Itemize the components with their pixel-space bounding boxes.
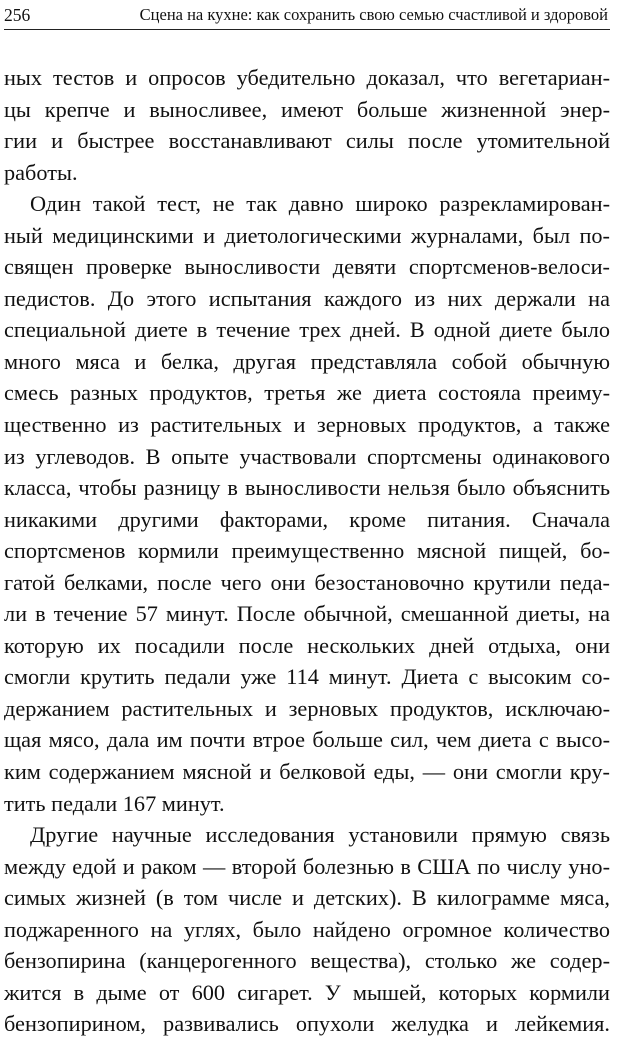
text-line: никакими другими факторами, кроме питания. Сначала: [4, 506, 610, 532]
running-title: Сцена на кухне: как сохранить свою семью счастливой и здоровой: [139, 5, 608, 24]
text-line: поджаренного на углях, было найдено огромное количество: [4, 916, 610, 942]
text-line: держанием растительных и зерновых продуктов, исключаю-: [4, 695, 610, 721]
text-line: священ проверке выносливости девяти спортсменов-велоси-: [4, 254, 610, 280]
text-line: специальной диете в течение трех дней. В одной диете было: [4, 317, 610, 343]
text-line: щая мясо, дала им почти втрое больше сил, чем диета с высо-: [4, 727, 610, 753]
text-line: смесь разных продуктов, третья же диета состояла преиму-: [4, 380, 610, 406]
text-line: жится в дыме от 600 сигарет. У мышей, которых кормили: [4, 979, 610, 1005]
text-line: Другие научные исследования установили прямую связь: [30, 822, 610, 848]
text-line: ных тестов и опросов убедительно доказал, что вегетариан-: [4, 65, 610, 90]
body-text: [4, 62, 610, 1040]
text-line: из углеводов. В опыте участвовали спортсмены одинакового: [4, 443, 610, 469]
text-line: тить педали 167 минут.: [4, 790, 225, 816]
text-line: симых жизней (в том числе и детских). В килограмме мяса,: [4, 885, 610, 911]
text-line: бензопирином, развивались опухоли желудка и лейкемия.: [4, 1011, 610, 1037]
page-header: [4, 3, 610, 30]
text-line: гии и быстрее восстанавливают силы после утомительной: [4, 128, 610, 154]
text-line: ли в течение 57 минут. После обычной, смешанной диеты, на: [4, 601, 610, 627]
text-line: бензопирина (канцерогенного вещества), столько же содер-: [4, 948, 610, 974]
text-line: смогли крутить педали уже 114 минут. Диета с высоким со-: [4, 664, 610, 690]
text-line: Один такой тест, не так давно широко разрекламирован-: [30, 191, 610, 217]
text-line: ким содержанием мясной и белковой еды, — они смогли кру-: [4, 759, 610, 785]
text-line: много мяса и белка, другая представляла собой обычную: [4, 348, 610, 374]
text-line: спортсменов кормили преимущественно мясной пищей, бо-: [4, 538, 610, 564]
text-line: щественно из растительных и зерновых продуктов, а также: [4, 412, 610, 438]
text-line: которую их посадили после нескольких дней отдыха, они: [4, 632, 610, 658]
page-number: 256: [4, 5, 31, 25]
text-line: между едой и раком — второй болезнью в США по числу уно-: [4, 853, 610, 879]
text-line: гатой белками, после чего они безостановочно крутили педа-: [4, 569, 610, 595]
text-line: ный медицинскими и диетологическими журналами, был по-: [4, 222, 610, 248]
text-line: работы.: [4, 159, 78, 185]
text-line: цы крепче и выносливее, имеют больше жизненной энер-: [4, 96, 610, 122]
text-line: педистов. До этого испытания каждого из них держали на: [4, 285, 610, 311]
text-line: класса, чтобы разницу в выносливости нельзя было объяснить: [4, 475, 610, 501]
